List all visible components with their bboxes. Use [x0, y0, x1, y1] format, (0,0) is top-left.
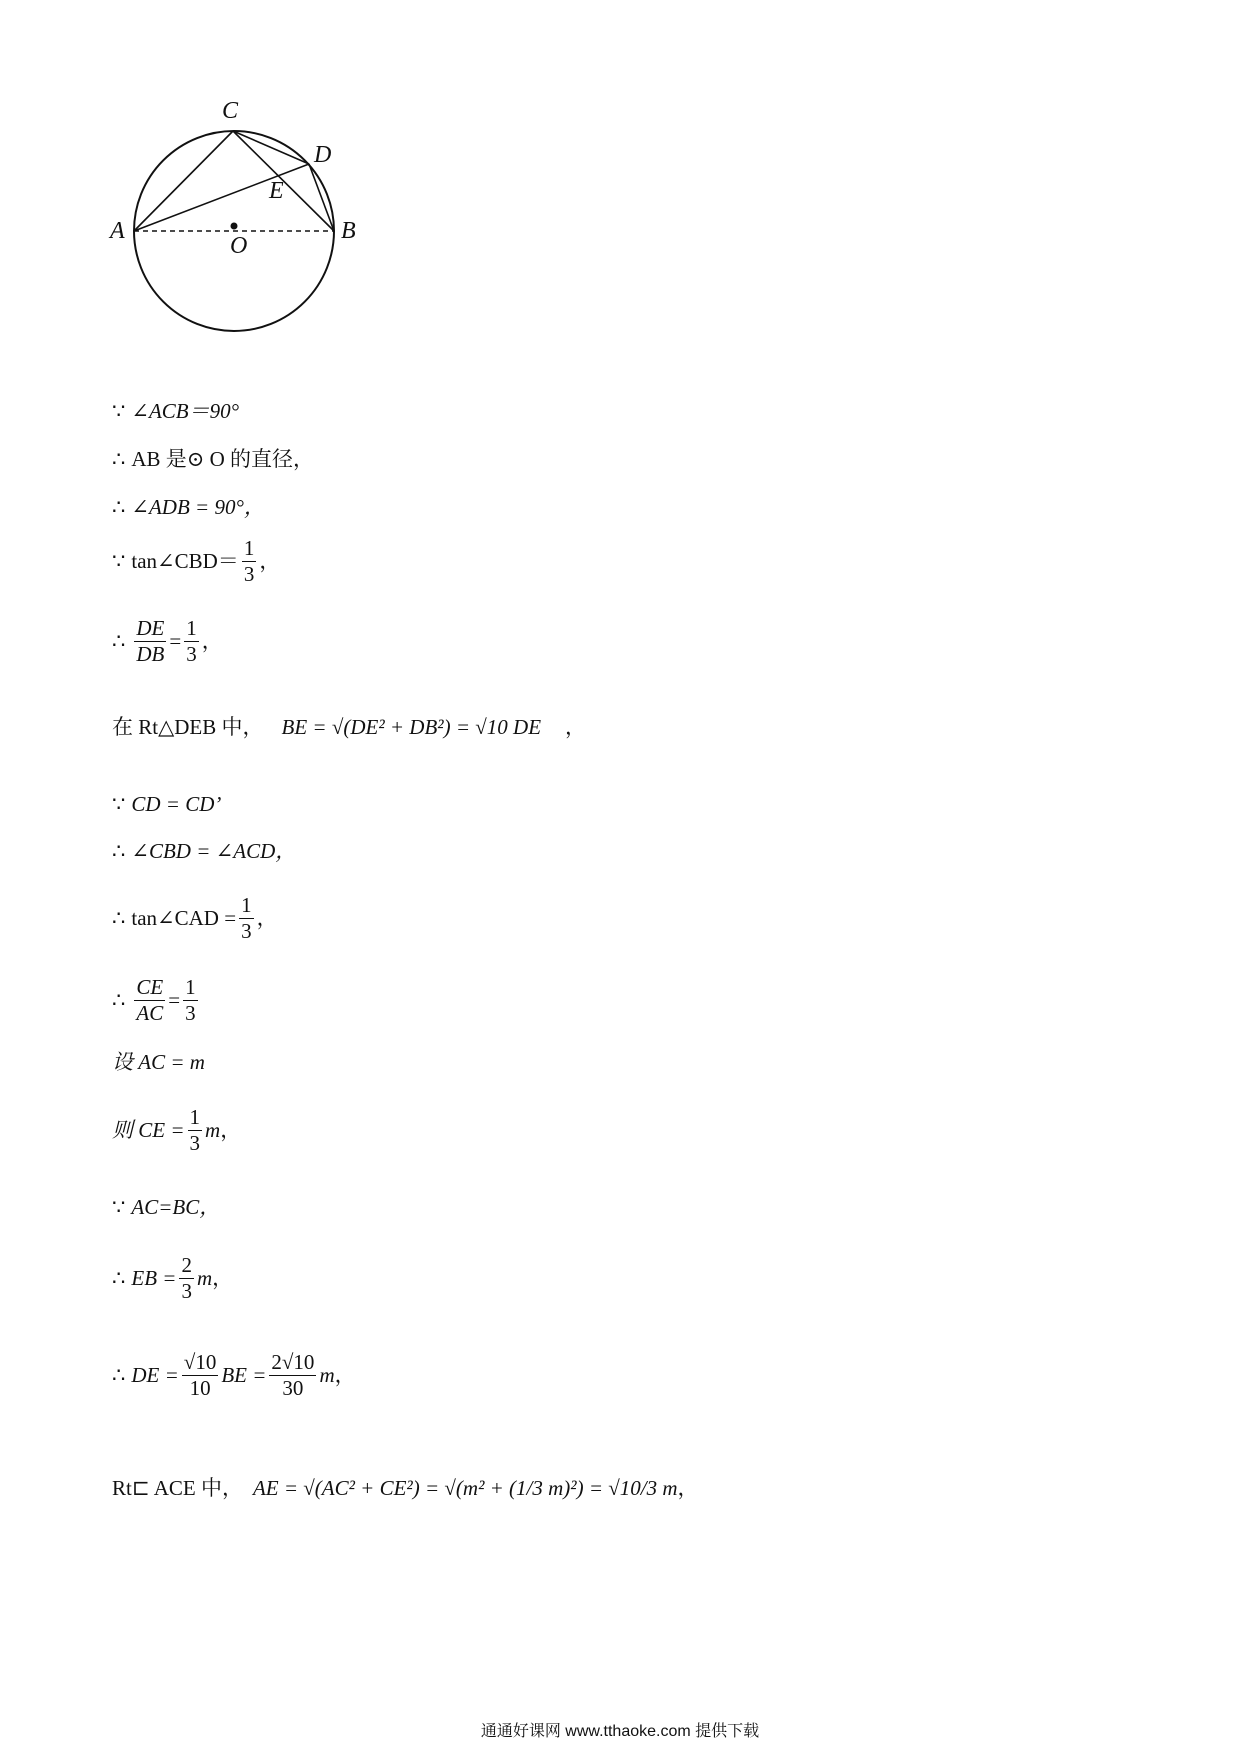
numerator: CE — [136, 975, 164, 999]
numerator: 1 — [241, 893, 252, 917]
proof-line-3 — [112, 497, 265, 518]
proof-text: CD = CD’ — [131, 792, 222, 816]
denominator: 3 — [186, 642, 197, 666]
denominator: 3 — [243, 562, 255, 586]
fraction-ce-ac — [134, 977, 165, 1024]
formula-be: BE = √(DE² + DB²) = √10 DE — [281, 715, 542, 739]
variable-m: m — [319, 1363, 335, 1387]
proof-suffix: ， — [212, 1266, 234, 1290]
proof-prefix: tan∠CAD = — [131, 906, 237, 930]
label-e: E — [269, 178, 284, 204]
denominator: 10 — [189, 1376, 211, 1400]
because-symbol: ∵ — [112, 1195, 126, 1219]
formula-ae: AE = √(AC² + CE²) = √(m² + (1/3 m)²) = √10/3 m — [252, 1476, 678, 1500]
page-footer: 通通好课网 www.tthaoke.com 提供下载 — [480, 1723, 760, 1740]
proof-line-7 — [112, 794, 221, 815]
denominator: 3 — [185, 1001, 196, 1025]
proof-suffix: ， — [334, 1363, 356, 1387]
proof-line-4 — [112, 538, 280, 585]
proof-line-13 — [112, 1197, 220, 1218]
proof-prefix: EB = — [131, 1266, 177, 1290]
circle-geometry-figure — [112, 100, 412, 380]
variable-m: m — [196, 1266, 213, 1290]
fraction — [179, 1255, 194, 1302]
proof-suffix: ， — [677, 1476, 699, 1500]
because-symbol: ∵ — [112, 549, 126, 573]
proof-line-9 — [112, 895, 278, 942]
proof-line-2 — [112, 449, 314, 470]
fraction-one-third — [184, 618, 199, 665]
proof-line-14 — [112, 1255, 233, 1302]
because-symbol: ∵ — [112, 792, 126, 816]
proof-prefix: Rt⊏ ACE 中， — [112, 1476, 243, 1500]
center-point-o — [231, 223, 238, 230]
fraction — [188, 1107, 203, 1154]
therefore-symbol: ∴ — [112, 839, 126, 863]
proof-line-5 — [112, 618, 223, 665]
proof-text: AB 是⊙ O 的直径， — [131, 447, 315, 471]
proof-mid: BE = — [221, 1363, 267, 1387]
proof-suffix: ， — [565, 715, 587, 739]
proof-prefix: 则 CE = — [112, 1118, 185, 1142]
numerator: 2 — [181, 1253, 192, 1277]
label-d: D — [314, 142, 332, 168]
label-o: O — [230, 233, 248, 259]
proof-suffix: ， — [259, 549, 281, 573]
proof-prefix: tan∠CBD＝ — [131, 549, 239, 573]
denominator: 30 — [282, 1376, 304, 1400]
label-a: A — [110, 218, 125, 244]
therefore-symbol: ∴ — [112, 1266, 126, 1290]
segment-cd — [233, 131, 309, 164]
proof-line-6 — [112, 717, 586, 738]
because-symbol: ∵ — [112, 399, 126, 423]
proof-line-1 — [112, 401, 239, 422]
therefore-symbol: ∴ — [112, 629, 126, 653]
numerator: DE — [136, 616, 165, 640]
fraction-de-db — [134, 618, 166, 665]
proof-line-10 — [112, 977, 201, 1024]
equals-sign: = — [169, 629, 182, 653]
segment-db — [309, 164, 334, 231]
therefore-symbol: ∴ — [112, 1363, 126, 1387]
therefore-symbol: ∴ — [112, 495, 126, 519]
numerator: 1 — [186, 616, 197, 640]
proof-text: ∠ADB = 90°， — [131, 495, 265, 519]
proof-line-11 — [112, 1052, 205, 1073]
proof-line-8 — [112, 841, 296, 862]
denominator: 3 — [181, 1279, 192, 1303]
proof-line-16 — [112, 1478, 699, 1499]
numerator: 1 — [243, 536, 255, 560]
proof-text: 设 AC = m — [112, 1050, 205, 1074]
numerator: 1 — [189, 1105, 201, 1129]
fraction-2sqrt10-over-30 — [269, 1352, 316, 1399]
fraction-sqrt10-over-10 — [182, 1352, 219, 1399]
numerator: 1 — [185, 975, 196, 999]
fraction-one-third — [183, 977, 198, 1024]
fraction — [242, 538, 257, 585]
therefore-symbol: ∴ — [112, 988, 126, 1012]
proof-line-15 — [112, 1352, 356, 1399]
fraction — [239, 895, 254, 942]
denominator: 3 — [241, 919, 252, 943]
label-b: B — [341, 218, 356, 244]
proof-suffix: ， — [256, 906, 278, 930]
therefore-symbol: ∴ — [112, 906, 126, 930]
denominator: 3 — [189, 1131, 201, 1155]
variable-m: m — [205, 1118, 221, 1142]
numerator: √10 — [183, 1350, 217, 1374]
proof-text: AC=BC， — [131, 1195, 221, 1219]
geometry-diagram — [112, 100, 412, 380]
numerator: 2√10 — [271, 1350, 315, 1374]
denominator: DB — [136, 642, 165, 666]
therefore-symbol: ∴ — [112, 447, 126, 471]
proof-text: ∠ACB＝90° — [131, 399, 240, 423]
proof-text: ∠CBD = ∠ACD， — [131, 839, 297, 863]
segment-ac — [134, 131, 233, 231]
proof-prefix: DE = — [131, 1363, 179, 1387]
proof-suffix: ， — [201, 629, 223, 653]
proof-suffix: ， — [220, 1118, 242, 1142]
equals-sign: = — [168, 988, 181, 1012]
denominator: AC — [136, 1001, 164, 1025]
proof-line-12 — [112, 1107, 241, 1154]
label-c: C — [222, 98, 239, 124]
proof-prefix: 在 Rt△DEB 中， — [112, 715, 264, 739]
